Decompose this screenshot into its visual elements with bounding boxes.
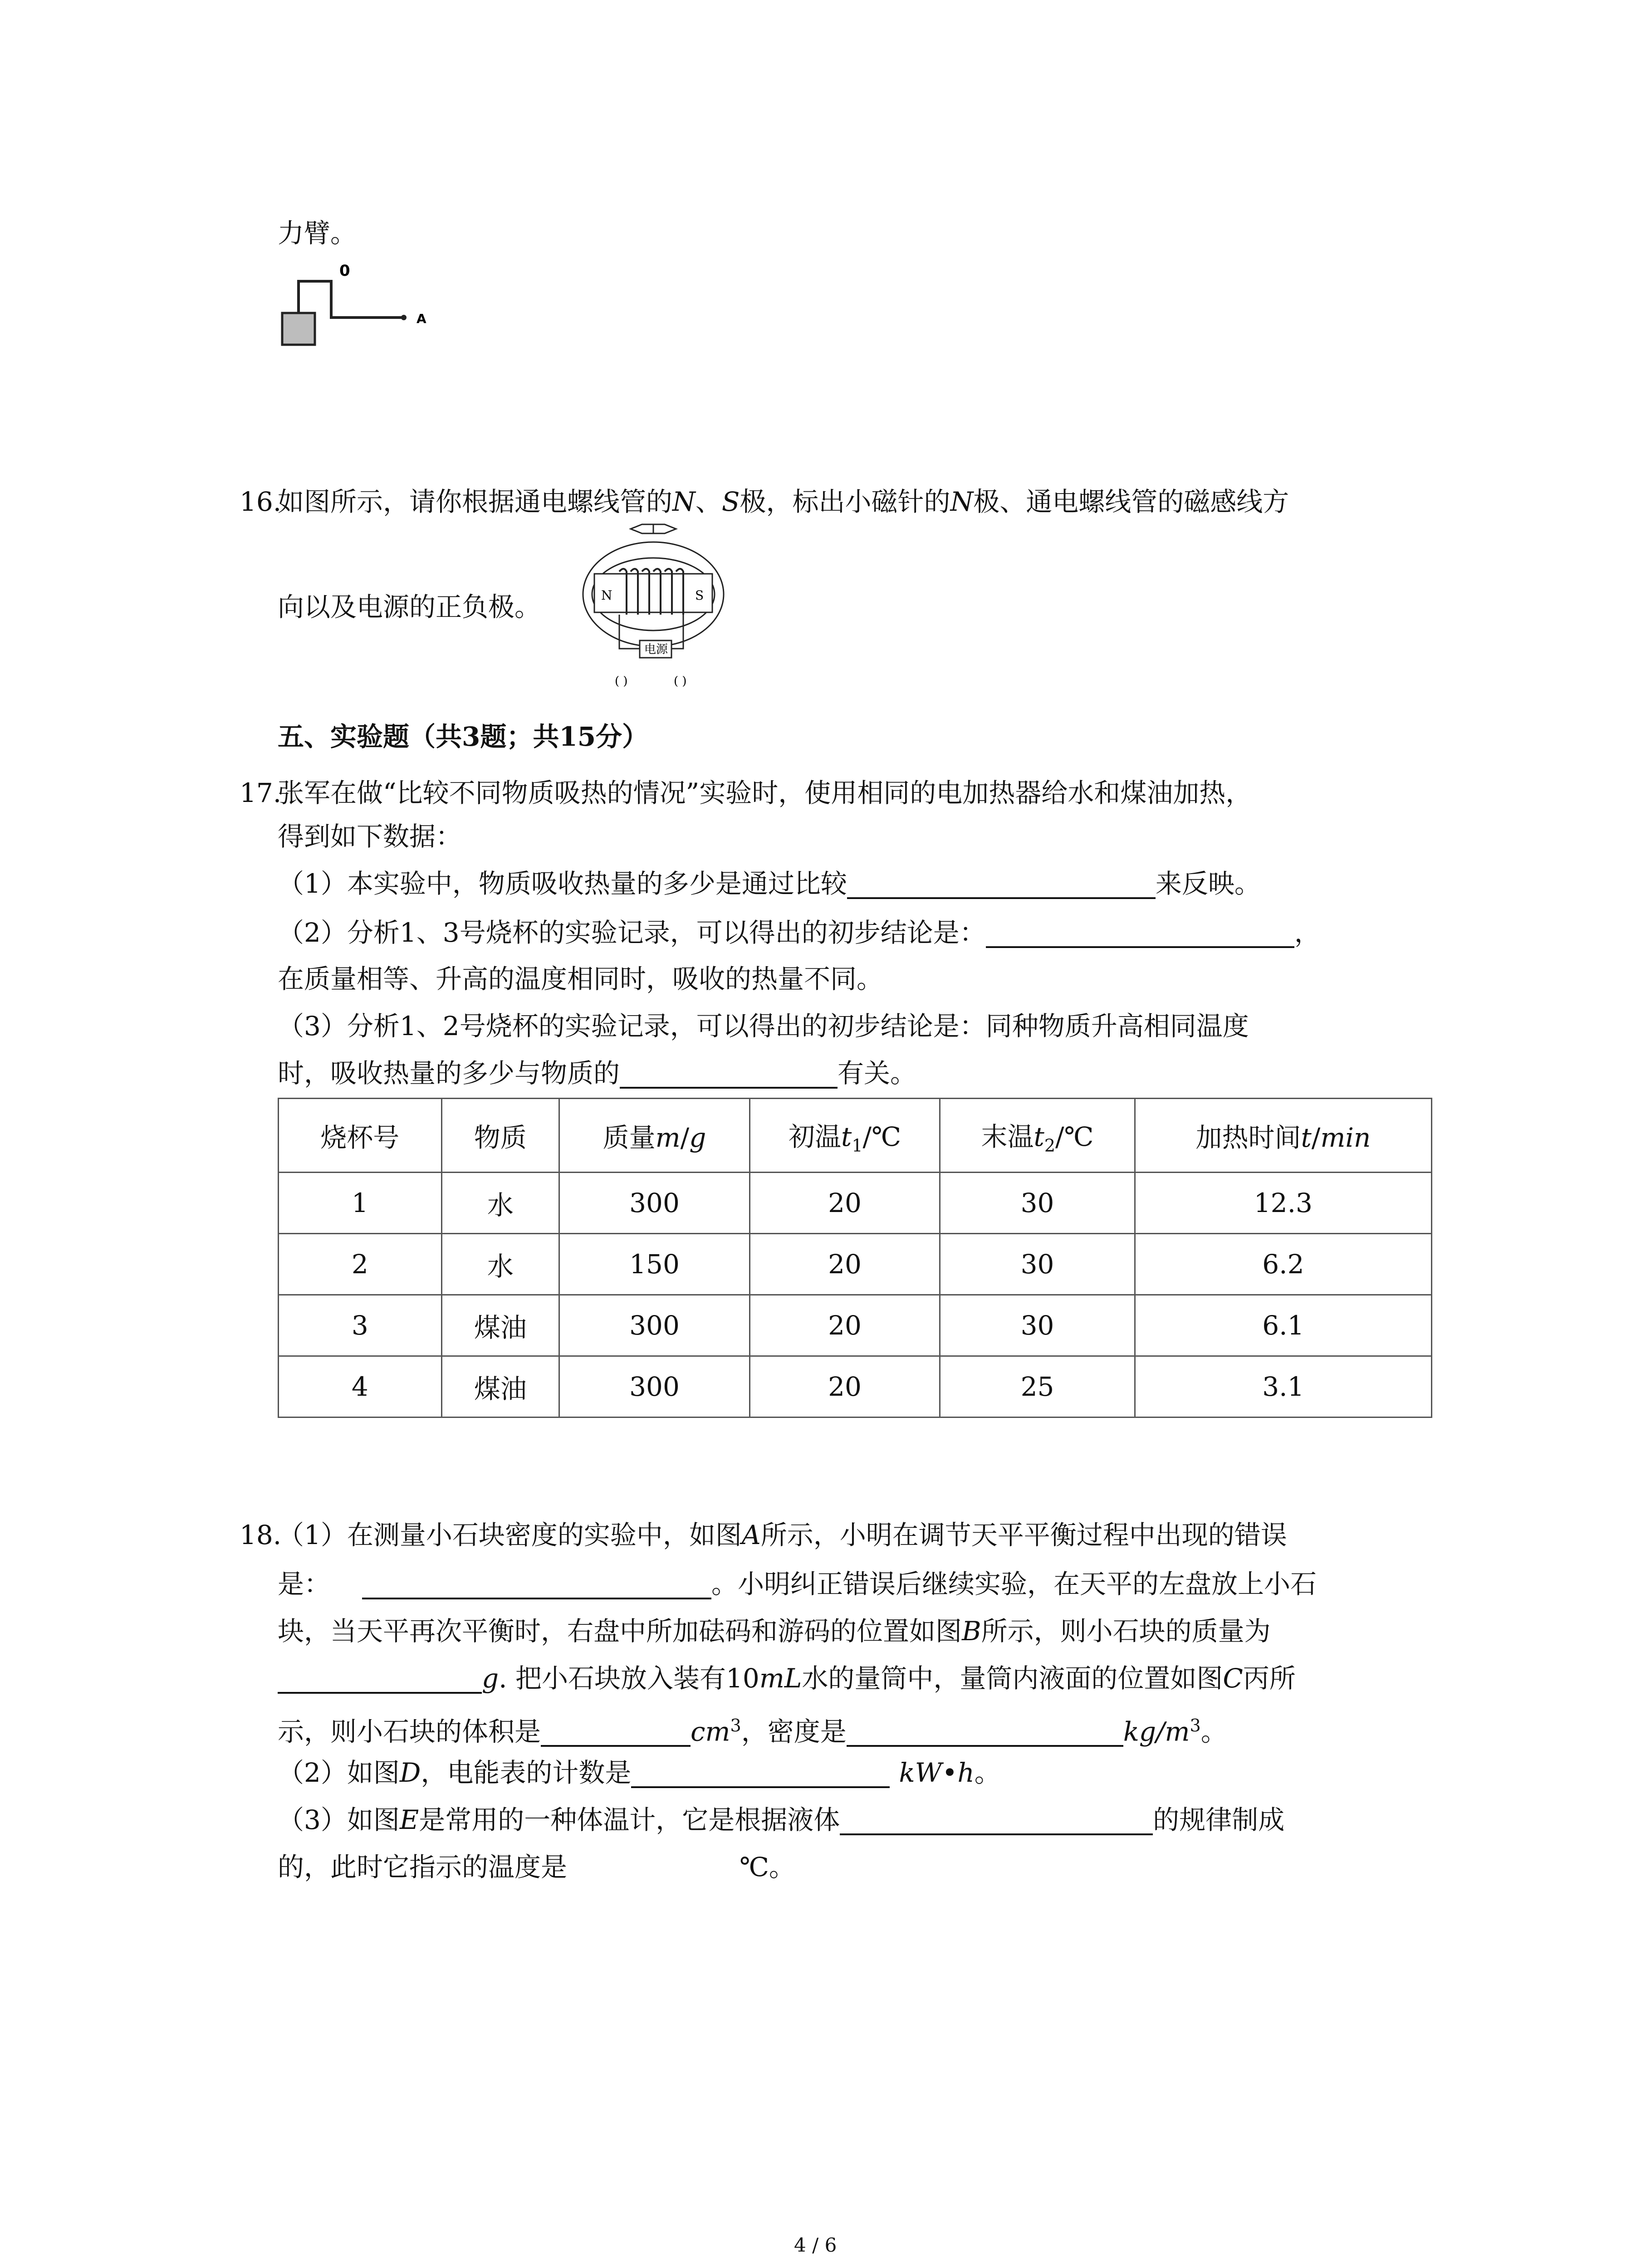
table-cell: 30: [940, 1173, 1135, 1234]
q17-part3-blank[interactable]: [620, 1060, 838, 1089]
q18-part2-text: （2）如图: [278, 1757, 400, 1788]
q17-part1: [278, 867, 1261, 900]
q18-line5-text: 示，则小石块的体积是: [278, 1716, 541, 1747]
table-cell: 水: [441, 1173, 559, 1234]
q18-volume-blank[interactable]: [541, 1718, 691, 1747]
solenoid-figure: [576, 517, 794, 699]
q18-line1-tail: 所示，小明在调节天平平衡过程中出现的错误: [760, 1520, 1287, 1550]
q18-line3-tail: 所示，则小石块的质量为: [981, 1616, 1271, 1647]
q18-density-blank[interactable]: [847, 1718, 1123, 1747]
table-row: [279, 1234, 1432, 1295]
q16-line2: 向以及电源的正负极。: [278, 591, 541, 622]
q16-text-a: 如图所示，请你根据通电螺线管的: [278, 486, 673, 517]
table-cell: 30: [940, 1295, 1135, 1356]
table-cell: 20: [749, 1356, 940, 1418]
header-mass: 质量m/g: [559, 1099, 750, 1173]
q18-fig-c: C: [1223, 1663, 1243, 1694]
q18-density-exponent: 3: [1190, 1716, 1201, 1735]
table-cell: 1: [279, 1173, 442, 1234]
q17-part2-line2: 在质量相等、升高的温度相同时，吸收的热量不同。: [278, 963, 883, 994]
q17-part2: [278, 916, 1321, 949]
table-cell: 煤油: [441, 1356, 559, 1418]
table-cell: 6.1: [1135, 1295, 1431, 1356]
table-cell: 300: [559, 1356, 750, 1418]
table-cell: 20: [749, 1173, 940, 1234]
q18-part2-mid: ，电能表的计数是: [421, 1757, 632, 1788]
q18-part3-text: （3）如图: [278, 1804, 400, 1835]
q16-n: N: [672, 486, 696, 517]
q18-density-unit: kg/m: [1123, 1716, 1190, 1747]
lever-label-o: 0: [339, 262, 350, 280]
table-cell: 水: [441, 1234, 559, 1295]
header-beaker-no: 烧杯号: [279, 1099, 442, 1173]
q16-text-b: 、: [695, 486, 722, 517]
table-cell: 25: [940, 1356, 1135, 1418]
data-table: [278, 1098, 1432, 1418]
table-cell: 6.2: [1135, 1234, 1431, 1295]
table-cell: 20: [749, 1295, 940, 1356]
power-bracket-right: ( ): [674, 675, 687, 688]
q18-number: 18.: [240, 1520, 282, 1550]
table-cell: 3.1: [1135, 1356, 1431, 1418]
q17-part3-tail: 有关。: [838, 1058, 917, 1089]
q18-part3-tail: 的规律制成: [1153, 1804, 1285, 1835]
q18-line2: [278, 1568, 1317, 1600]
table-cell: 300: [559, 1173, 750, 1234]
q17-part2-tail: ，: [1294, 917, 1321, 948]
table-cell: 20: [749, 1234, 940, 1295]
solenoid-s-label: S: [695, 588, 704, 603]
q18-part2: [278, 1756, 1001, 1789]
table-cell: 3: [279, 1295, 442, 1356]
q18-line5: [278, 1709, 1227, 1748]
table-cell: 300: [559, 1295, 750, 1356]
q17-stem-line1: 张军在做“比较不同物质吸热的情况”实验时，使用相同的电加热器给水和煤油加热，: [278, 777, 1252, 808]
header-substance: 物质: [441, 1099, 559, 1173]
q18-error-blank[interactable]: [362, 1570, 711, 1599]
table-cell: 30: [940, 1234, 1135, 1295]
q17-part3-line2: [278, 1057, 916, 1090]
lever-figure: [272, 259, 454, 363]
q17-part1-text: （1）本实验中，物质吸收热量的多少是通过比较: [278, 868, 847, 899]
section-heading: 五、实验题（共3题；共15分）: [278, 721, 649, 752]
q16-text-c: 极，标出小磁针的: [740, 486, 950, 517]
q18-fig-e: E: [399, 1804, 419, 1835]
q18-meter-blank[interactable]: [631, 1759, 890, 1788]
q17-part1-blank[interactable]: [847, 870, 1156, 899]
q17-part1-tail: 来反映。: [1155, 868, 1261, 899]
q16-s: S: [721, 486, 740, 517]
q16-line1: [278, 485, 1289, 518]
q18-volume-unit: cm: [691, 1716, 730, 1747]
q15-tail-text: 力臂。: [278, 218, 357, 249]
q18-line2-text: 是：: [278, 1569, 331, 1599]
q18-mass-blank[interactable]: [278, 1665, 482, 1694]
table-cell: 150: [559, 1234, 750, 1295]
lever-label-a: A: [416, 311, 426, 326]
q18-energy-unit: kW•h: [899, 1757, 975, 1788]
power-supply-label: 电源: [644, 643, 668, 656]
q18-line4: [278, 1662, 1296, 1695]
table-cell: 煤油: [441, 1295, 559, 1356]
table-cell: 12.3: [1135, 1173, 1431, 1234]
q18-ml-unit: mL: [759, 1663, 802, 1694]
table-row: [279, 1295, 1432, 1356]
table-cell: 4: [279, 1356, 442, 1418]
q17-part3-text: 时，吸收热量的多少与物质的: [278, 1058, 620, 1089]
q18-line2-tail: 。小明纠正错误后继续实验，在天平的左盘放上小石: [711, 1569, 1317, 1599]
table-header-row: [279, 1099, 1432, 1173]
q18-fig-d: D: [399, 1757, 421, 1788]
table-cell: 2: [279, 1234, 442, 1295]
lever-weight-block: [282, 313, 315, 345]
q18-part2-tail: 。: [974, 1757, 1001, 1788]
solenoid-n-label: N: [601, 588, 612, 603]
q18-line3: [278, 1615, 1271, 1647]
q17-number: 17.: [240, 777, 282, 808]
q18-fig-a: A: [741, 1520, 761, 1550]
q18-line1-text: （1）在测量小石块密度的实验中，如图: [278, 1520, 742, 1550]
q18-part3-line2-text: 的，此时它指示的温度是: [278, 1852, 568, 1882]
q16-n2: N: [950, 486, 974, 517]
page-number: 4 / 6: [794, 2234, 837, 2256]
header-initial-temp: 初温$t_1/℃$: [749, 1099, 940, 1173]
q16-number: 16.: [240, 486, 282, 517]
q18-line3-text: 块，当天平再次平衡时，右盘中所加砝码和游码的位置如图: [278, 1616, 962, 1647]
lever-point-a: [401, 315, 407, 320]
q17-part3-line1: （3）分析1、2号烧杯的实验记录，可以得出的初步结论是：同种物质升高相同温度: [278, 1011, 1249, 1041]
q18-line5-mid: ，密度是: [741, 1716, 847, 1747]
q17-part2-blank[interactable]: [986, 919, 1294, 948]
q18-line4-tail: 丙所: [1243, 1663, 1296, 1694]
q18-principle-blank[interactable]: [840, 1806, 1153, 1835]
q17-part2-text: （2）分析1、3号烧杯的实验记录，可以得出的初步结论是：: [278, 917, 986, 948]
q16-text-d: 极、通电螺线管的磁感线方: [973, 486, 1289, 517]
q18-part3-line2: [278, 1851, 795, 1883]
q18-temperature-unit: ℃。: [740, 1852, 795, 1882]
q18-line5-tail: 。: [1200, 1716, 1227, 1747]
header-final-temp: 末温$t_2/℃$: [940, 1099, 1135, 1173]
power-bracket-left: ( ): [615, 675, 628, 688]
q18-volume-exponent: 3: [730, 1716, 741, 1735]
table-row: [279, 1173, 1432, 1234]
header-heating-time: 加热时间t/min: [1135, 1099, 1431, 1173]
table-row: [279, 1356, 1432, 1418]
q17-stem-line2: 得到如下数据：: [278, 821, 462, 852]
q18-line4-mid: . 把小石块放入装有10: [499, 1663, 759, 1694]
q18-line4-text: 水的量筒中，量筒内液面的位置如图: [802, 1663, 1223, 1694]
q18-mass-unit: g: [482, 1663, 499, 1694]
q18-part3: [278, 1804, 1284, 1836]
q18-part3-mid: 是常用的一种体温计，它是根据液体: [419, 1804, 840, 1835]
q18-fig-b: B: [962, 1616, 981, 1647]
q18-line1: [278, 1519, 1287, 1551]
